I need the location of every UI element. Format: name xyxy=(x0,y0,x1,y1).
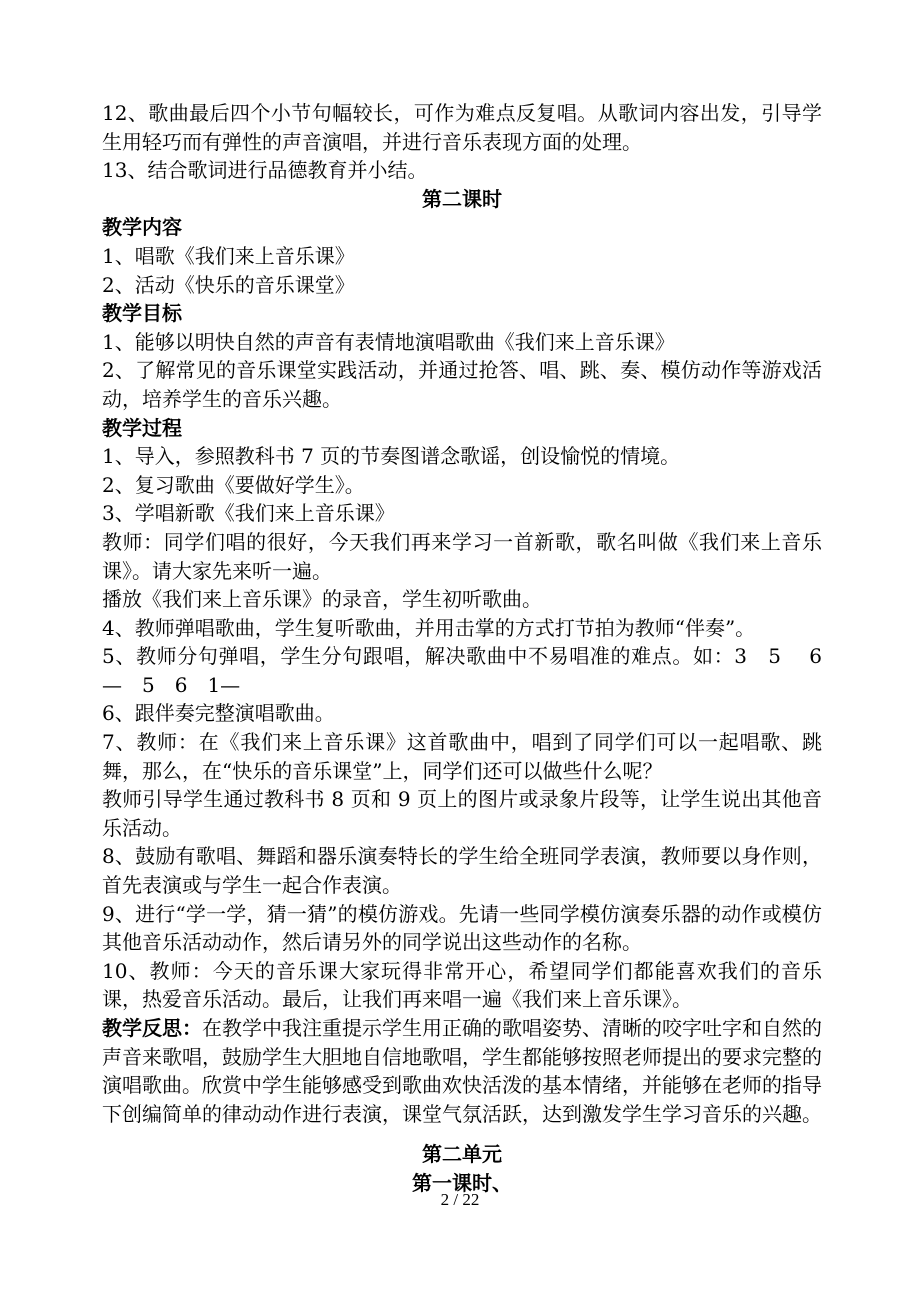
paragraph: 7、教师：在《我们来上音乐课》这首歌曲中，唱到了同学们可以一起唱歌、跳舞，那么，在“快乐的音乐课堂”上，同学们还可以做些什么呢？ xyxy=(102,730,822,783)
section-title: 第二课时 xyxy=(422,186,502,211)
section-title: 第一课时、 xyxy=(412,1170,512,1195)
paragraph: 4、教师弹唱歌曲，学生复听歌曲，并用击掌的方式打节拍为教师“伴奏”。 xyxy=(102,615,756,640)
paragraph: 6、跟伴奏完整演唱歌曲。 xyxy=(102,701,335,726)
teaching-reflection xyxy=(102,1014,822,1128)
reflection-label: 教学反思： xyxy=(102,1016,202,1040)
reflection-text: 在教学中我注重提示学生用正确的歌唱姿势、清晰的咬字吐字和自然的声音来歌唱，鼓励学生大胆地自信地歌唱，学生都能够按照老师提出的要求完整的演唱歌曲。欣赏中学生能够感受到歌曲欢快活泼的基本情绪，并能够在老师的指导下创编简单的律动动作进行表演，课堂气氛活跃，达到激发学生学习音乐的兴趣。 xyxy=(102,1016,822,1126)
paragraph: 12、歌曲最后四个小节句幅较长，可作为难点反复唱。从歌词内容出发，引导学生用轻巧而有弹性的声音演唱，并进行音乐表现方面的处理。 xyxy=(102,101,822,154)
section-heading: 教学过程 xyxy=(102,415,182,440)
paragraph: 2、复习歌曲《要做好学生》。 xyxy=(102,472,365,497)
paragraph: 5、教师分句弹唱，学生分句跟唱，解决歌曲中不易唱准的难点。如：3 5 6 — 5 6 1— xyxy=(102,644,842,697)
paragraph: 9、进行“学一学，猜一猜”的模仿游戏。先请一些同学模仿演奏乐器的动作或模仿其他音乐活动动作，然后请另外的同学说出这些动作的名称。 xyxy=(102,901,822,955)
page-number: 2 / 22 xyxy=(440,1190,480,1209)
paragraph: 1、能够以明快自然的声音有表情地演唱歌曲《我们来上音乐课》 xyxy=(102,329,675,354)
paragraph: 10、教师：今天的音乐课大家玩得非常开心，希望同学们都能喜欢我们的音乐课，热爱音乐活动。最后，让我们再来唱一遍《我们来上音乐课》。 xyxy=(102,958,822,1012)
paragraph: 2、活动《快乐的音乐课堂》 xyxy=(102,272,355,297)
paragraph: 8、鼓励有歌唱、舞蹈和器乐演奏特长的学生给全班同学表演，教师要以身作则，首先表演或与学生一起合作表演。 xyxy=(102,844,822,898)
section-title: 第二单元 xyxy=(422,1142,502,1167)
paragraph: 1、唱歌《我们来上音乐课》 xyxy=(102,243,355,268)
document-body xyxy=(102,99,842,1198)
paragraph: 教师：同学们唱的很好，今天我们再来学习一首新歌，歌名叫做《我们来上音乐课》。请大家先来听一遍。 xyxy=(102,529,822,583)
paragraph: 2、了解常见的音乐课堂实践活动，并通过抢答、唱、跳、奏、模仿动作等游戏活动，培养学生的音乐兴趣。 xyxy=(102,358,822,411)
section-heading: 教学目标 xyxy=(102,301,182,326)
paragraph: 1、导入，参照教科书 7 页的节奏图谱念歌谣，创设愉悦的情境。 xyxy=(102,444,681,469)
paragraph: 13、结合歌词进行品德教育并小结。 xyxy=(102,158,428,183)
paragraph: 播放《我们来上音乐课》的录音，学生初听歌曲。 xyxy=(102,587,542,612)
paragraph: 3、学唱新歌《我们来上音乐课》 xyxy=(102,501,395,526)
paragraph: 教师引导学生通过教科书 8 页和 9 页上的图片或录象片段等，让学生说出其他音乐活动。 xyxy=(102,787,822,840)
section-spacer xyxy=(102,1128,822,1140)
section-heading: 教学内容 xyxy=(102,215,182,240)
